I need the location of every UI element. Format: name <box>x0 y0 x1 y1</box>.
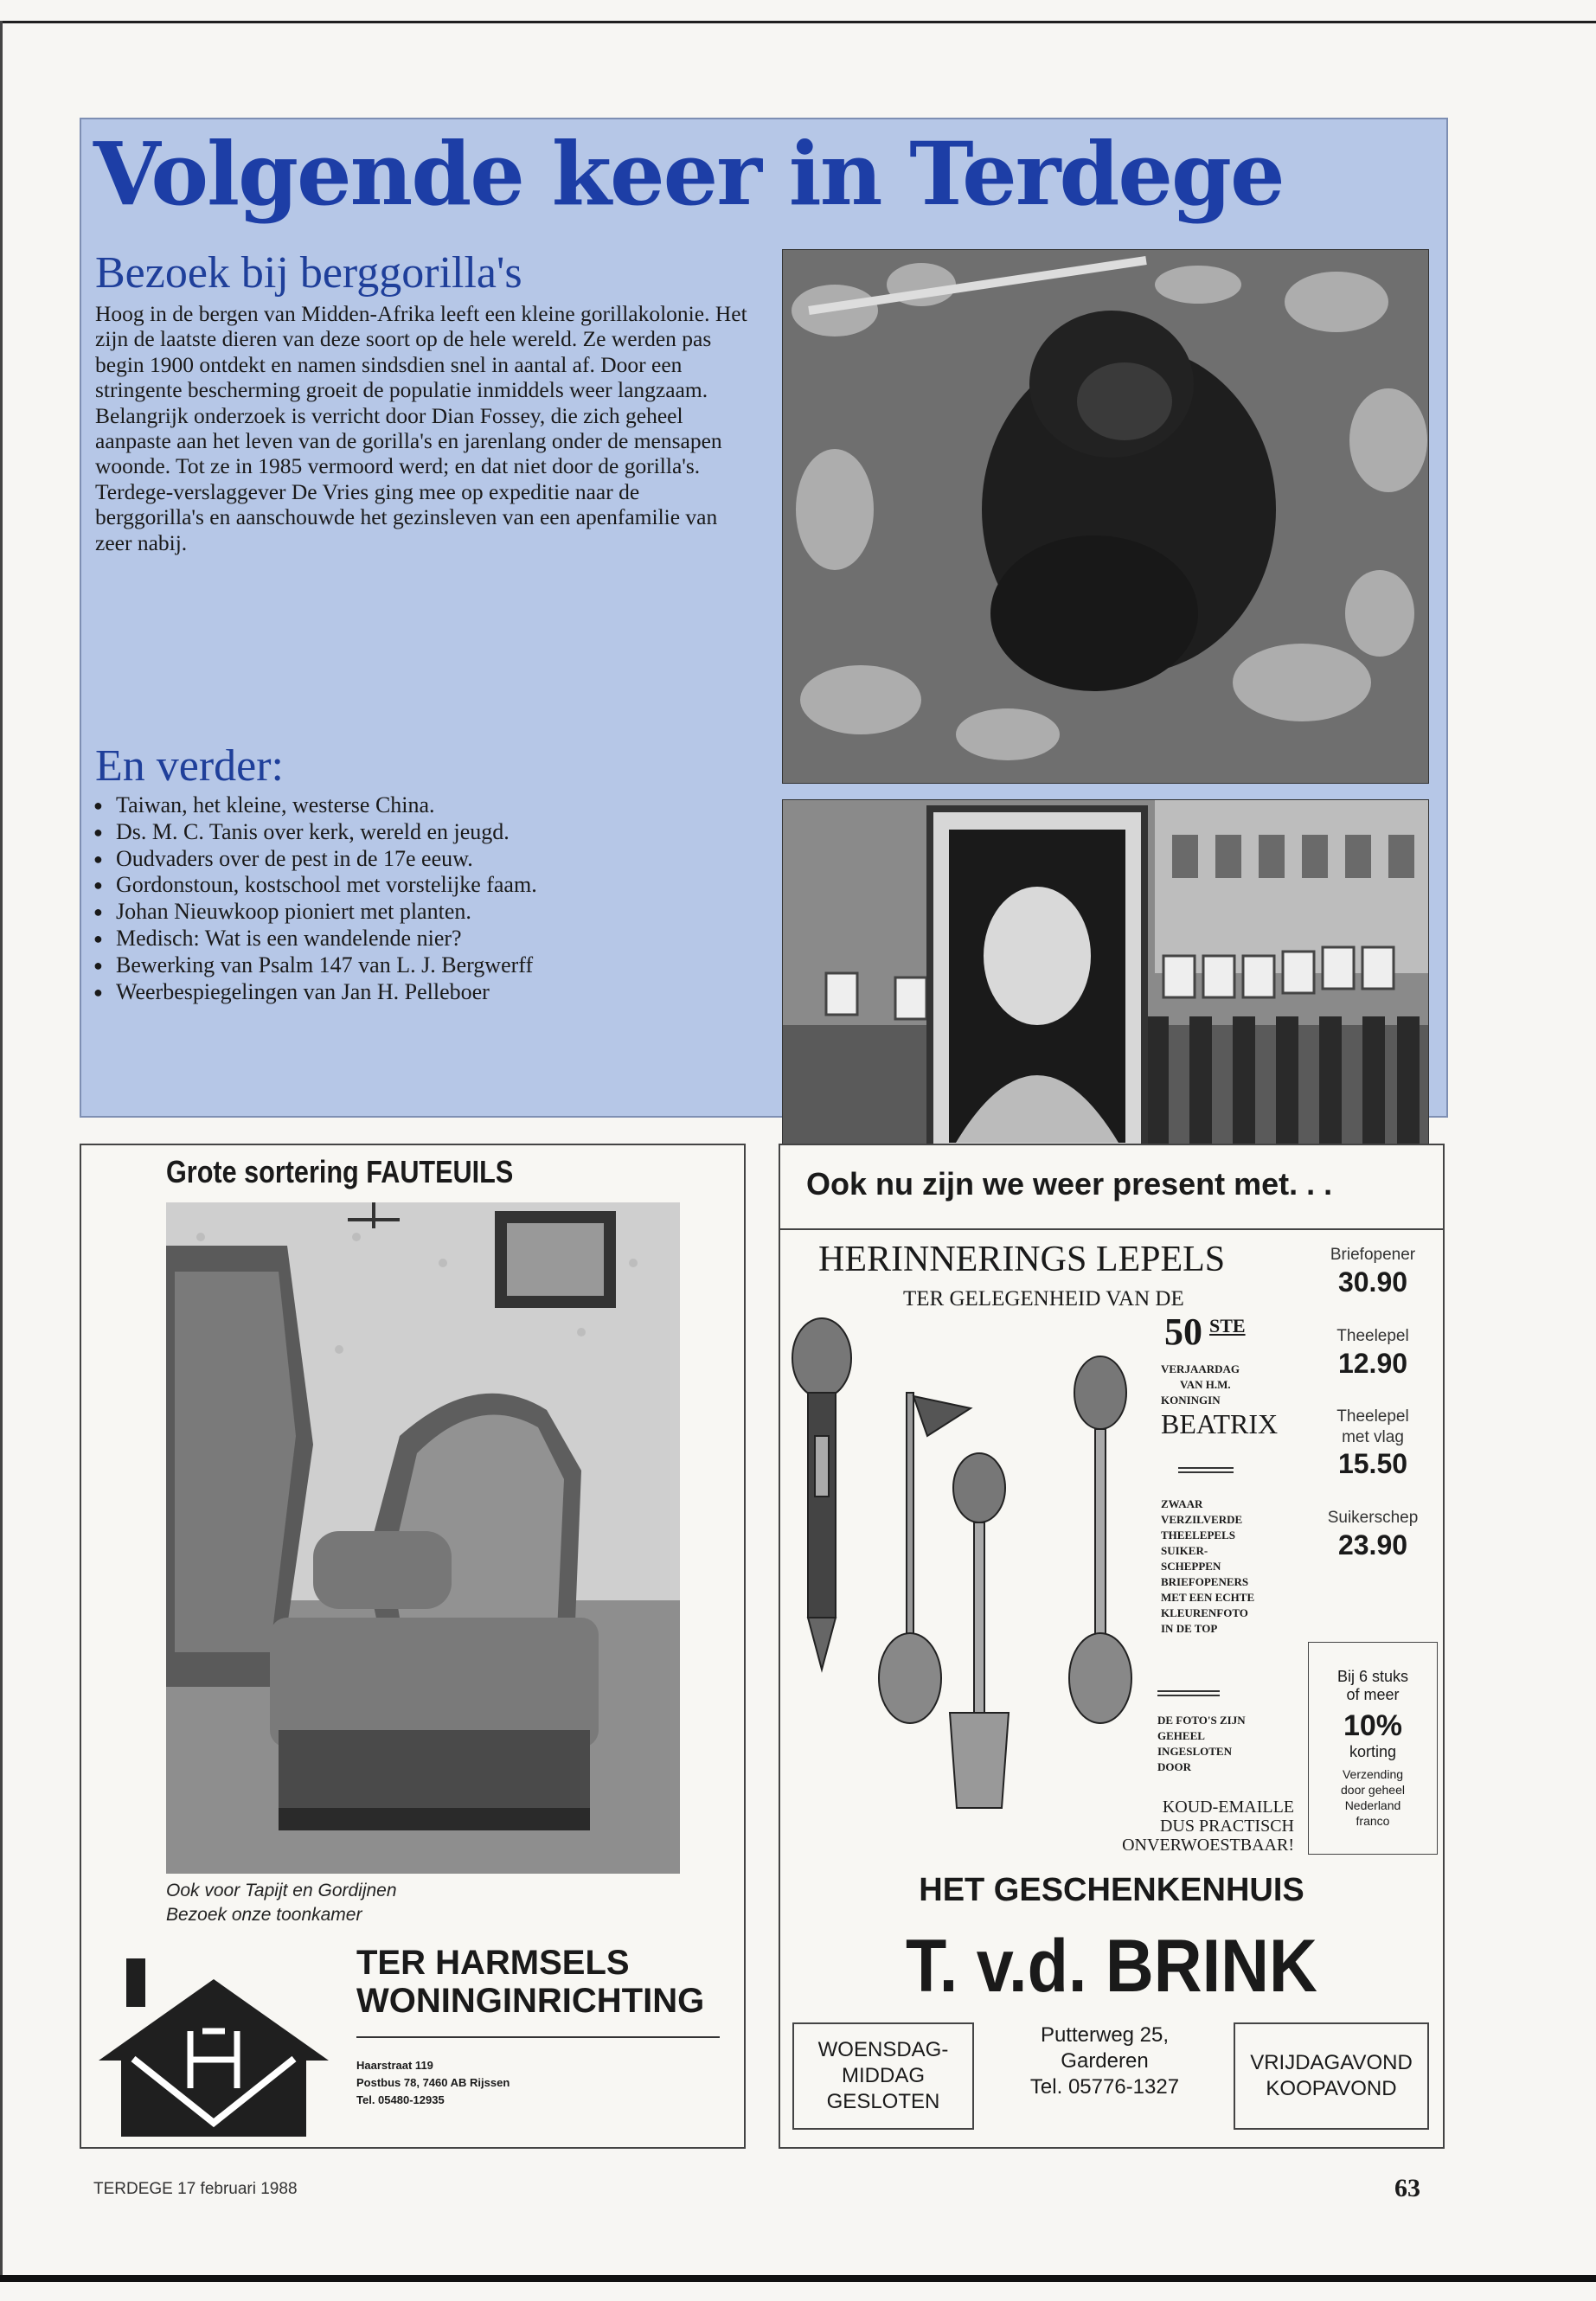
shop-address <box>988 2022 1221 2100</box>
price-value-1: 30.90 <box>1337 1266 1408 1298</box>
desc-line: VERZILVERDE <box>1161 1513 1243 1526</box>
list-item: ● Ds. M. C. Tanis over kerk, wereld en jeugd. <box>90 819 782 846</box>
gorilla-photo <box>782 249 1429 784</box>
desc-line: INGESLOTEN <box>1157 1745 1232 1758</box>
list-item: ● Weerbespiegelingen van Jan H. Pelleboer <box>90 979 782 1006</box>
closed-line: GESLOTEN <box>826 2090 940 2113</box>
address-line-1: Haarstraat 119 <box>356 2059 433 2072</box>
enamel-line: ONVERWOESTBAAR! <box>1122 1836 1294 1855</box>
queen-name: BEATRIX <box>1161 1408 1279 1439</box>
desc-line: BRIEFOPENERS <box>1161 1575 1249 1588</box>
evening-hours-box <box>1234 2022 1429 2130</box>
fauteuils-headline: Grote sortering FAUTEUILS <box>166 1154 514 1189</box>
desc-line: DOOR <box>1157 1760 1191 1773</box>
discount-line: of meer <box>1346 1686 1400 1703</box>
discount-word: korting <box>1349 1743 1397 1760</box>
desc-line: THEELEPELS <box>1161 1529 1235 1541</box>
address-line-3: Tel. 05480-12935 <box>356 2093 445 2106</box>
list-item: ● Gordonstoun, kostschool met vorstelijke faam. <box>90 872 782 899</box>
spoons-title: HERINNERINGS LEPELS <box>818 1240 1226 1279</box>
desc-line: SCHEPPEN <box>1161 1560 1221 1573</box>
desc-line: GEHEEL <box>1157 1729 1205 1742</box>
spoons-ad <box>779 1144 1445 2149</box>
list-item: ● Medisch: Wat is een wandelende nier? <box>90 926 782 952</box>
shipping-line: door geheel <box>1341 1783 1405 1797</box>
armchair-illustration <box>166 1202 680 1874</box>
shipping-line: franco <box>1356 1814 1390 1828</box>
armchair-photo <box>166 1202 680 1874</box>
article-heading: Bezoek bij berggorilla's <box>95 248 522 298</box>
article-body: Hoog in de bergen van Midden-Afrika leeft een kleine gorillakolonie. Het zijn de laatste dieren van deze soort op de hele wereld. Ze werden pas begin 1900 ontdekt en namen sindsdien snel in aantal af. Door een stringente bescherming groeit de populatie inmiddels weer langzaam. Belangrijk onderzoek is verricht door Dian Fossey, die zich geheel aanpaste aan het leven van de gorilla's en jarenlang onder de mensapen woonde. Tot ze in 1985 vermoord werd; en dat niet door de gorilla's. Terdege-verslaggever De Vries ging mee op expeditie naar de berggorilla's en aanschouwde het gezinsleven van een apenfamilie van zeer nabij. <box>95 301 747 555</box>
page-number: 63 <box>1394 2174 1420 2202</box>
left-rule <box>0 21 3 2279</box>
description-1 <box>1161 1497 1254 1637</box>
house-logo-icon <box>99 1958 329 2137</box>
spoons-illustration <box>789 1306 1152 1834</box>
address-line-2: Postbus 78, 7460 AB Rijssen <box>356 2076 510 2089</box>
desc-line: DE FOTO'S ZIJN <box>1157 1714 1246 1727</box>
shop-address-line: Tel. 05776-1327 <box>1029 2075 1180 2099</box>
souvenir-spoons <box>789 1306 1152 1834</box>
shipping-line: Verzending <box>1342 1767 1404 1781</box>
enamel-line: DUS PRACTISCH <box>1159 1817 1294 1836</box>
list-item: ● Johan Nieuwkoop pioniert met planten. <box>90 899 782 926</box>
company-name-line-2: WONINGINRICHTING <box>356 1982 705 2020</box>
more-heading: En verder: <box>95 741 285 791</box>
gorilla-illustration <box>783 250 1428 783</box>
shop-label: HET GESCHENKENHUIS <box>919 1872 1304 1908</box>
price-value-4: 23.90 <box>1337 1529 1408 1561</box>
more-list <box>90 792 782 1005</box>
desc-line: KLEURENFOTO <box>1161 1606 1248 1619</box>
price-value-3: 15.50 <box>1337 1448 1408 1479</box>
occasion-line-2: VAN H.M. <box>1180 1378 1231 1391</box>
anniversary-suffix: STE <box>1209 1315 1246 1336</box>
price-value-2: 12.90 <box>1337 1348 1408 1379</box>
address-divider <box>356 2036 720 2038</box>
double-rule-2 <box>1157 1690 1220 1696</box>
enamel-line: KOUD-EMAILLE <box>1162 1798 1294 1817</box>
shop-address-line: Garderen <box>1061 2049 1149 2073</box>
footer-issue-date: TERDEGE 17 februari 1988 <box>93 2180 298 2198</box>
ad-header: Ook nu zijn we weer present met. . . <box>806 1166 1333 1202</box>
closed-line: MIDDAG <box>842 2064 925 2087</box>
list-item: ● Oudvaders over de pest in de 17e eeuw. <box>90 846 782 873</box>
header-divider <box>780 1228 1443 1230</box>
list-item: ● Taiwan, het kleine, westerse China. <box>90 792 782 819</box>
desc-line: SUIKER- <box>1161 1544 1208 1557</box>
caption-line-2: Bezoek onze toonkamer <box>166 1905 362 1925</box>
shop-address-line: Putterweg 25, <box>1040 2023 1170 2047</box>
list-item: ● Bewerking van Psalm 147 van L. J. Bergwerff <box>90 952 782 979</box>
occasion-line-3: KONINGIN <box>1161 1394 1221 1407</box>
closed-line: WOENSDAG- <box>817 2038 949 2061</box>
price-label-2: Theelepel <box>1336 1327 1409 1345</box>
ter-harmsels-logo <box>99 1958 329 2137</box>
top-rule <box>0 21 1596 23</box>
desc-line: MET EEN ECHTE <box>1161 1591 1255 1604</box>
desc-line: ZWAAR <box>1161 1497 1203 1510</box>
evening-line: KOOPAVOND <box>1266 2077 1397 2100</box>
double-rule-1 <box>1178 1467 1234 1473</box>
price-label-4: Suikerschep <box>1327 1509 1419 1527</box>
price-label-1: Briefopener <box>1330 1246 1416 1264</box>
spoons-subtitle: TER GELEGENHEID VAN DE <box>903 1287 1184 1311</box>
bottom-rule <box>0 2275 1596 2282</box>
price-label-3: Theelepel met vlag <box>1336 1407 1409 1446</box>
fauteuils-ad <box>80 1144 746 2149</box>
company-name-line-1: TER HARMSELS <box>356 1944 630 1982</box>
discount-line: Bij 6 stuks <box>1336 1668 1409 1685</box>
caption-line-1: Ook voor Tapijt en Gordijnen <box>166 1881 397 1900</box>
shipping-line: Nederland <box>1344 1798 1401 1812</box>
description-2 <box>1157 1713 1246 1775</box>
shop-name: T. v.d. BRINK <box>906 1925 1317 2008</box>
anniversary-number: 50 <box>1164 1311 1202 1353</box>
closed-hours-box <box>792 2022 974 2130</box>
discount-value: 10% <box>1343 1709 1403 1742</box>
discount-box <box>1308 1642 1438 1855</box>
next-issue-feature <box>80 118 1448 1118</box>
evening-line: VRIJDAGAVOND <box>1250 2051 1413 2074</box>
feature-title: Volgende keer in Terdege <box>93 123 1284 225</box>
desc-line: IN DE TOP <box>1161 1622 1218 1635</box>
occasion-line-1: VERJAARDAG <box>1161 1362 1240 1375</box>
